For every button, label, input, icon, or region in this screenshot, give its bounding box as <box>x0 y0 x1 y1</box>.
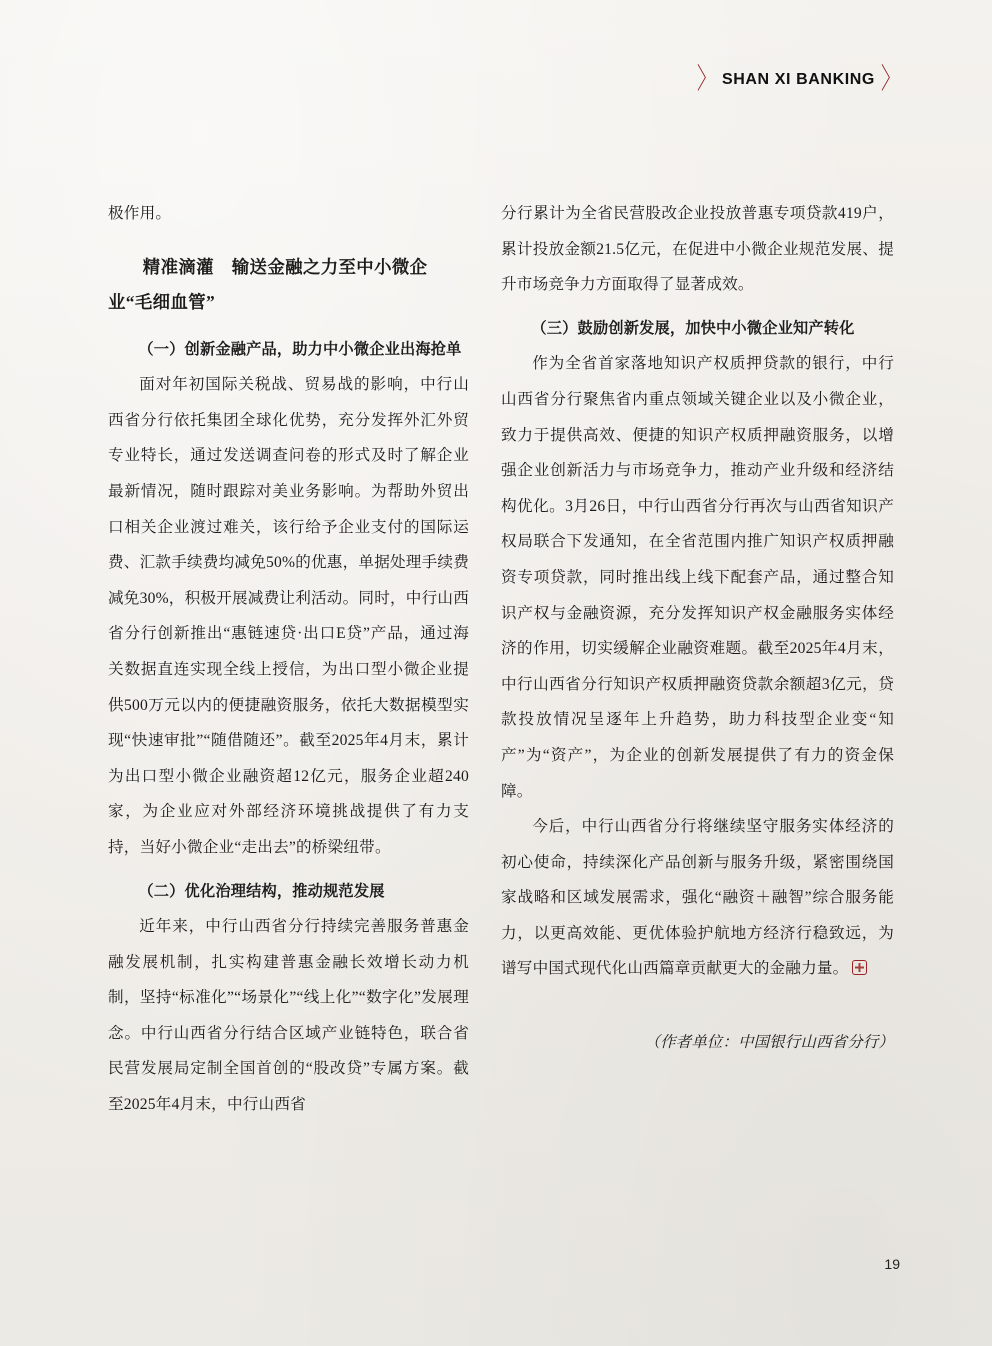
closing-paragraph <box>501 809 894 987</box>
continued-paragraph: 极作用。 <box>108 205 172 222</box>
header-right-bracket-icon: 〉 <box>880 63 900 96</box>
subsection-1-heading: （一）创新金融产品，助力中小微企业出海抢单 <box>138 340 462 358</box>
closing-paragraph-text: 今后，中行山西省分行将继续坚守服务实体经济的初心使命，持续深化产品创新与服务升级，紧密围绕国家战略和区域发展需求，强化“融资＋融智”综合服务能力，以更高效能、更优体验护航地方经济行稳致远，为谱写中国式现代化山西篇章贡献更大的金融力量。 <box>501 818 894 978</box>
subsection-2-heading: （二）优化治理结构，推动规范发展 <box>138 882 385 900</box>
section-heading: 精准滴灌 输送金融之力至中小微企业“毛细血管” <box>108 256 428 312</box>
author-affiliation: （作者单位：中国银行山西省分行） <box>644 1034 894 1052</box>
subsection-3-heading: （三）鼓励创新发展，加快中小微企业知产转化 <box>531 319 855 337</box>
left-column <box>108 196 501 1123</box>
header-brand-title: SHAN XI BANKING <box>721 70 875 88</box>
subsection-1-body: 面对年初国际关税战、贸易战的影响，中行山西省分行依托集团全球化优势，充分发挥外汇外贸专业特长，通过发送调查问卷的形式及时了解企业最新情况，随时跟踪对美业务影响。为帮助外贸出口相关企业渡过难关，该行给予企业支付的国际运费、汇款手续费均减免50%的优惠，单据处理手续费减免30%，积极开展减费让利活动。同时，中行山西省分行创新推出“惠链速贷·出口E贷”产品，通过海关数据直连实现全线上授信，为出口型小微企业提供500万元以内的便捷融资服务，依托大数据模型实现“快速审批”“随借随还”。截至2025年4月末，累计为出口型小微企业融资超12亿元，服务企业超240家，为企业应对外部经济环境挑战提供了有力支持，当好小微企业“走出去”的桥梁纽带。 <box>108 376 469 856</box>
subsection-2-body: 近年来，中行山西省分行持续完善服务普惠金融发展机制，扎实构建普惠金融长效增长动力机制，坚持“标准化”“场景化”“线上化”“数字化”发展理念。中行山西省分行结合区域产业链特色，联合省民营发展局定制全国首创的“股改贷”专属方案。截至2025年4月末，中行山西省 <box>108 918 469 1114</box>
running-header <box>696 63 900 96</box>
header-left-bracket-icon: 〉 <box>696 63 716 96</box>
subsection-2-body-continued: 分行累计为全省民营股改企业投放普惠专项贷款419户，累计投放金额21.5亿元，在促进中小微企业规范发展、提升市场竞争力方面取得了显著成效。 <box>501 205 894 294</box>
subsection-3-body: 作为全省首家落地知识产权质押贷款的银行，中行山西省分行聚焦省内重点领域关键企业以及小微企业，致力于提供高效、便捷的知识产权质押融资服务，以增强企业创新活力与市场竞争力，推动产业升级和经济结构优化。3月26日，中行山西省分行再次与山西省知识产权局联合下发通知，在全省范围内推广知识产权质押融资专项贷款，同时推出线上线下配套产品，通过整合知识产权与金融资源，充分发挥知识产权金融服务实体经济的作用，切实缓解企业融资难题。截至2025年4月末，中行山西省分行知识产权质押融资贷款余额超3亿元，贷款投放情况呈逐年上升趋势，助力科技型企业变“知产”为“资产”，为企业的创新发展提供了有力的资金保障。 <box>501 355 894 800</box>
article-body <box>108 196 894 1123</box>
right-column <box>501 196 894 1123</box>
article-end-seal-icon <box>852 960 867 975</box>
page-number: 19 <box>884 1256 900 1272</box>
